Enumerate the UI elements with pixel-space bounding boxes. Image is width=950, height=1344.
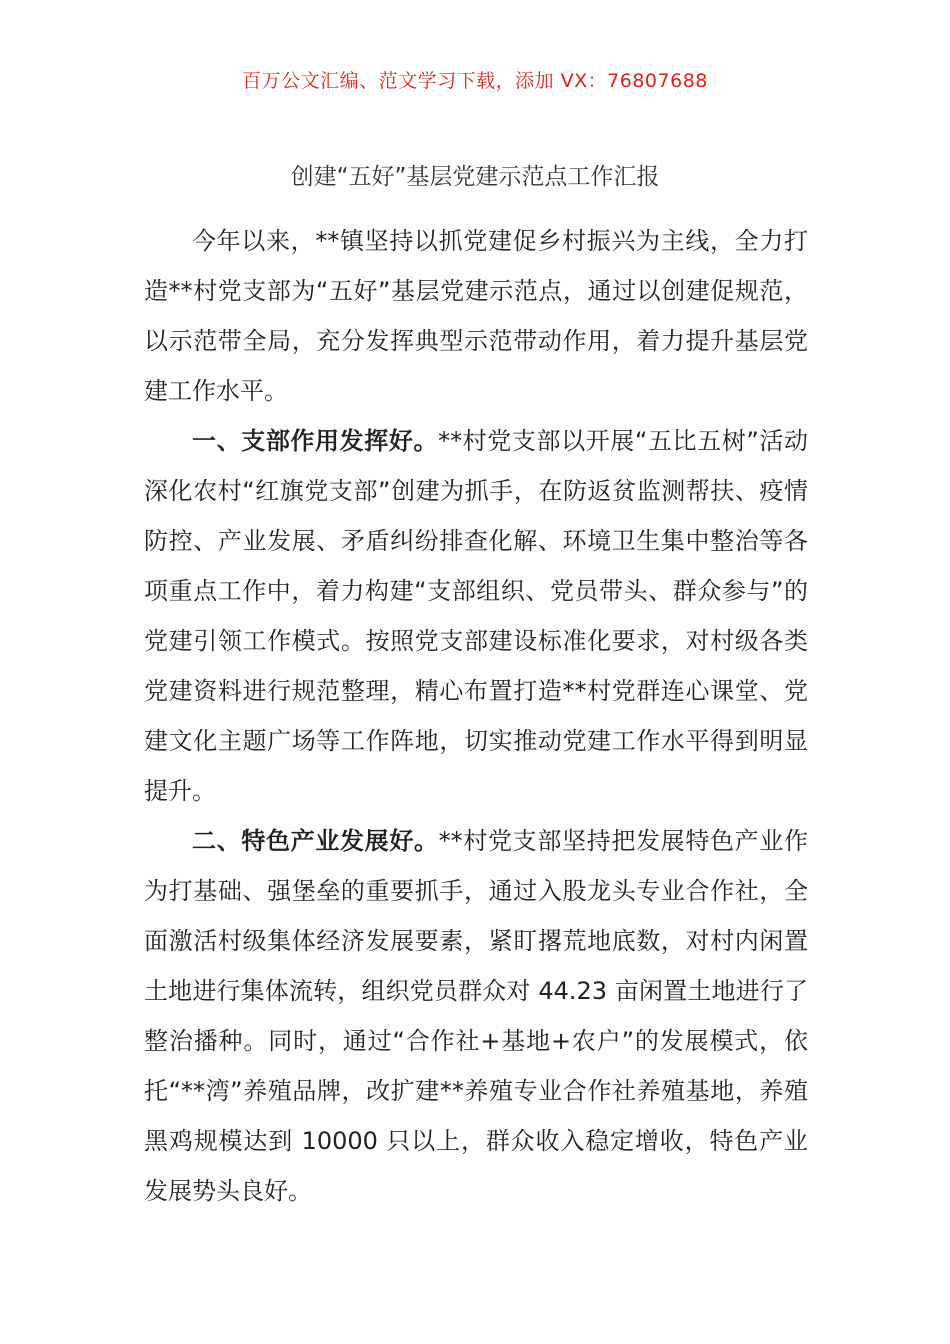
section-text-2: **村党支部坚持把发展特色产业作为打基础、强堡垒的重要抓手，通过入股龙头专业合作社，全面激活村级集体经济发展要素，紧盯撂荒地底数，对村内闲置土地进行集体流转，组织党员群众对 44.23 亩闲置土地进行了整治播种。同时，通过“合作社+基地+农户”的发展模式，依托“**湾”养殖品牌，改扩建**养殖专业合作社养殖基地，养殖黑鸡规模达到 10000 只以上，群众收入稳定增收，特色产业发展势头良好。 xyxy=(144,827,809,1205)
intro-paragraph: 今年以来，**镇坚持以抓党建促乡村振兴为主线，全力打造**村党支部为“五好”基层党建示范点，通过以创建促规范，以示范带全局，充分发挥典型示范带动作用，着力提升基层党建工作水平。 xyxy=(144,227,808,405)
section-paragraph-2 xyxy=(144,816,808,1216)
section-text-1: **村党支部以开展“五比五树”活动深化农村“红旗党支部”创建为抓手，在防返贫监测帮扶、疫情防控、产业发展、矛盾纠纷排查化解、环境卫生集中整治等各项重点工作中，着力构建“支部组织、党员带头、群众参与”的党建引领工作模式。按照党支部建设标准化要求，对村级各类党建资料进行规范整理，精心布置打造**村党群连心课堂、党建文化主题广场等工作阵地，切实推动党建工作水平得到明显提升。 xyxy=(144,427,809,805)
section-heading-2: 二、特色产业发展好。 xyxy=(192,827,439,855)
section-heading-1: 一、支部作用发挥好。 xyxy=(192,427,439,455)
document-body xyxy=(144,216,808,1216)
document-title: 创建“五好”基层党建示范点工作汇报 xyxy=(290,164,660,190)
watermark-header: 百万公文汇编、范文学习下载，添加 VX：76807688 xyxy=(242,70,708,92)
section-paragraph-1 xyxy=(144,416,808,816)
